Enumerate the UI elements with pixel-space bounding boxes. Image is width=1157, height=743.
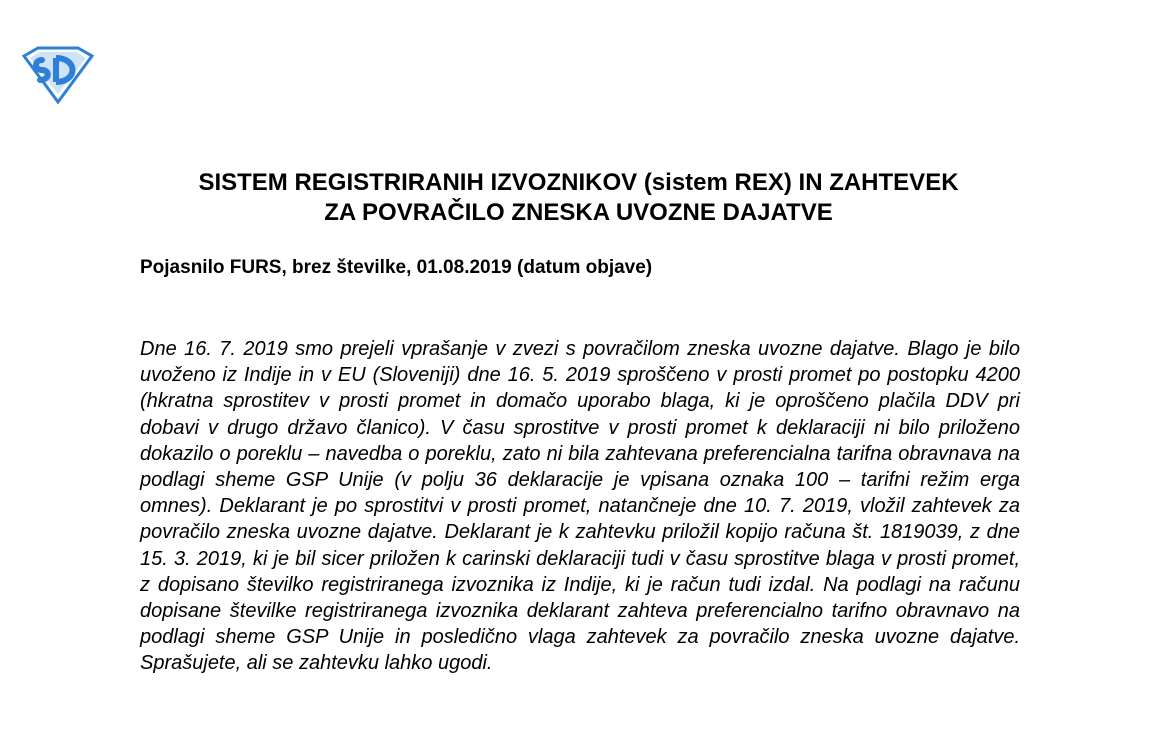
sd-logo-icon xyxy=(20,46,96,104)
document-body-paragraph: Dne 16. 7. 2019 smo prejeli vprašanje v zvezi s povračilom zneska uvozne dajatve. Blago je bilo uvoženo iz Indije in v EU (Sloveniji) dne 16. 5. 2019 sproščeno v prosti promet po postopku 4200 (hkratna sprostitev v prosti promet in domačo uporabo blaga, ki je oproščeno plačila DDV pri dobavi v drugo državo članico). V času sprostitve v prosti promet k deklaraciji ni bilo priloženo dokazilo o poreklu – navedba o poreklu, zato ni bila zahtevana preferencialna tarifna obravnava na podlagi sheme GSP Unije (v polju 36 deklaracije je vpisana oznaka 100 – tarifni režim erga omnes). Deklarant je po sprostitvi v prosti promet, natančneje dne 10. 7. 2019, vložil zahtevek za povračilo zneska uvozne dajatve. Deklarant je k zahtevku priložil kopijo računa št. 1819039, z dne 15. 3. 2019, ki je bil sicer priložen k carinski deklaraciji tudi v času sprostitve blaga v prosti promet, z dopisano številko registriranega izvoznika iz Indije, ki je račun tudi izdal. Na podlagi na računu dopisane številke registriranega izvoznika deklarant zahteva preferencialno tarifno obravnavo na podlagi sheme GSP Unije in posledično vlaga zahtevek za povračilo zneska uvozne dajatve. Sprašujete, ali se zahtevku lahko ugodi. xyxy=(140,338,1020,675)
document-title-line-1: SISTEM REGISTRIRANIH IZVOZNIKOV (sistem REX) IN ZAHTEVEK xyxy=(198,169,959,196)
document-subtitle: Pojasnilo FURS, brez številke, 01.08.2019 (datum objave) xyxy=(140,257,653,278)
document-title-line-2: ZA POVRAČILO ZNESKA UVOZNE DAJATVE xyxy=(324,199,833,226)
document-title xyxy=(0,168,1157,228)
sd-logo xyxy=(20,46,96,104)
